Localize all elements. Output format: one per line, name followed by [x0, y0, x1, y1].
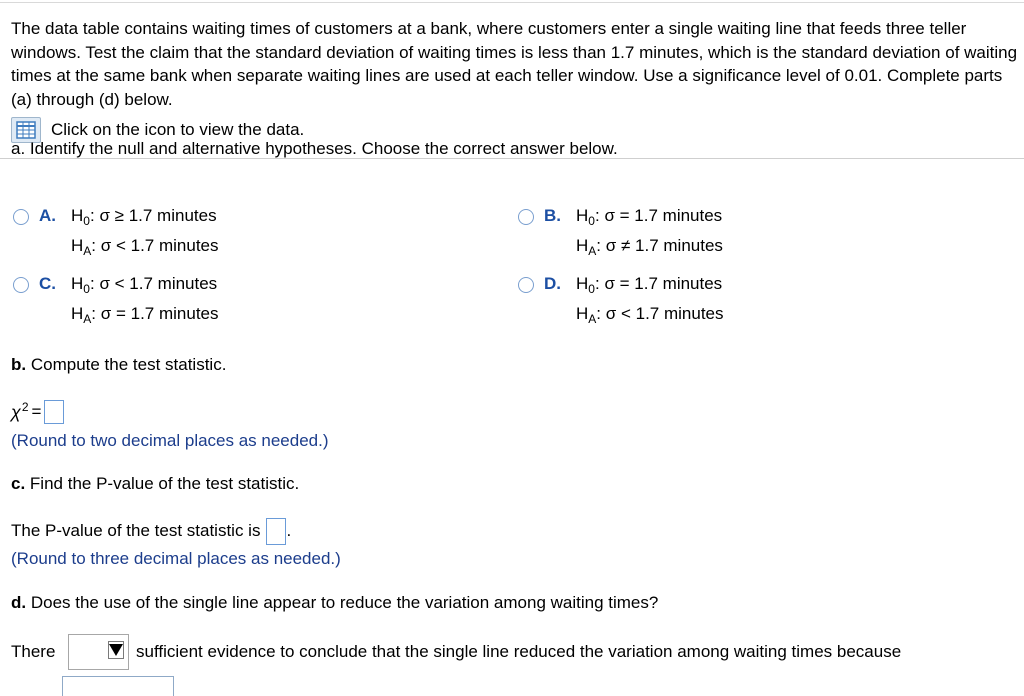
part-b-label: b.: [11, 355, 27, 374]
test-statistic-row: [11, 398, 64, 426]
option-a-null: $H_0$: σ ≥ 1.7 minutes: [71, 206, 217, 228]
p-value-sentence-start: The P-value of the test statistic is: [11, 521, 261, 540]
top-rule: [0, 2, 1024, 3]
option-b-null: $H_0$: σ = 1.7 minutes: [576, 206, 723, 228]
part-d-sentence-end: sufficient evidence to conclude that the single line reduced the variation among waiting times because: [136, 642, 902, 661]
option-d-letter: D.: [544, 274, 561, 293]
option-c-alternative: $H_A$: σ = 1.7 minutes: [71, 304, 219, 326]
part-c-label: c.: [11, 474, 26, 493]
option-a[interactable]: [13, 206, 493, 262]
option-a-letter: A.: [39, 206, 56, 225]
option-c-radio[interactable]: [13, 277, 29, 293]
chevron-down-icon[interactable]: [109, 644, 123, 656]
part-c-text: Find the P-value of the test statistic.: [29, 474, 300, 493]
scroll-divider: [0, 158, 1024, 159]
evidence-dropdown[interactable]: [68, 634, 129, 670]
part-d-prompt: [11, 593, 658, 613]
view-data-text[interactable]: Click on the icon to view the data.: [51, 120, 305, 139]
p-value-sentence-end: .: [286, 521, 292, 540]
option-d[interactable]: [518, 274, 998, 330]
test-statistic-input[interactable]: [44, 400, 64, 424]
chi-superscript: 2: [21, 400, 29, 414]
p-value-row: [11, 517, 291, 545]
part-d-sentence-start: There: [11, 642, 56, 661]
option-b-alternative: $H_A$: σ ≠ 1.7 minutes: [576, 236, 723, 258]
equals-sign: =: [31, 402, 42, 421]
chi-symbol: χ: [11, 401, 21, 422]
option-b-radio[interactable]: [518, 209, 534, 225]
part-c-hint: (Round to three decimal places as needed.): [11, 549, 341, 568]
option-d-null: $H_0$: σ = 1.7 minutes: [576, 274, 723, 296]
reason-dropdown-partial[interactable]: [62, 676, 174, 696]
option-a-radio[interactable]: [13, 209, 29, 225]
option-c[interactable]: [13, 274, 493, 330]
p-value-input[interactable]: [266, 518, 286, 545]
part-a-text: a. Identify the null and alternative hypotheses. Choose the correct answer below.: [11, 139, 618, 158]
part-b-prompt: [11, 355, 226, 375]
option-d-alternative: $H_A$: σ < 1.7 minutes: [576, 304, 724, 326]
part-b-hint: (Round to two decimal places as needed.): [11, 431, 329, 450]
option-d-radio[interactable]: [518, 277, 534, 293]
part-b-text: Compute the test statistic.: [30, 355, 227, 374]
option-b-letter: B.: [544, 206, 561, 225]
part-c-prompt: [11, 474, 299, 494]
part-d-label: d.: [11, 593, 27, 612]
problem-statement: The data table contains waiting times of customers at a bank, where customers enter a single waiting line that feeds three teller windows. Test the claim that the standard deviation of waiting times is less than 1.7 minutes, which is the standard deviation of waiting times at the same bank when separate waiting lines are used at each teller window. Use a significance level of 0.01. Complete parts (a) through (d) below.: [11, 19, 1018, 109]
option-c-null: $H_0$: σ < 1.7 minutes: [71, 274, 218, 296]
option-a-alternative: $H_A$: σ < 1.7 minutes: [71, 236, 219, 258]
part-d-text: Does the use of the single line appear to reduce the variation among waiting times?: [30, 593, 659, 612]
option-c-letter: C.: [39, 274, 56, 293]
option-b[interactable]: [518, 206, 998, 262]
